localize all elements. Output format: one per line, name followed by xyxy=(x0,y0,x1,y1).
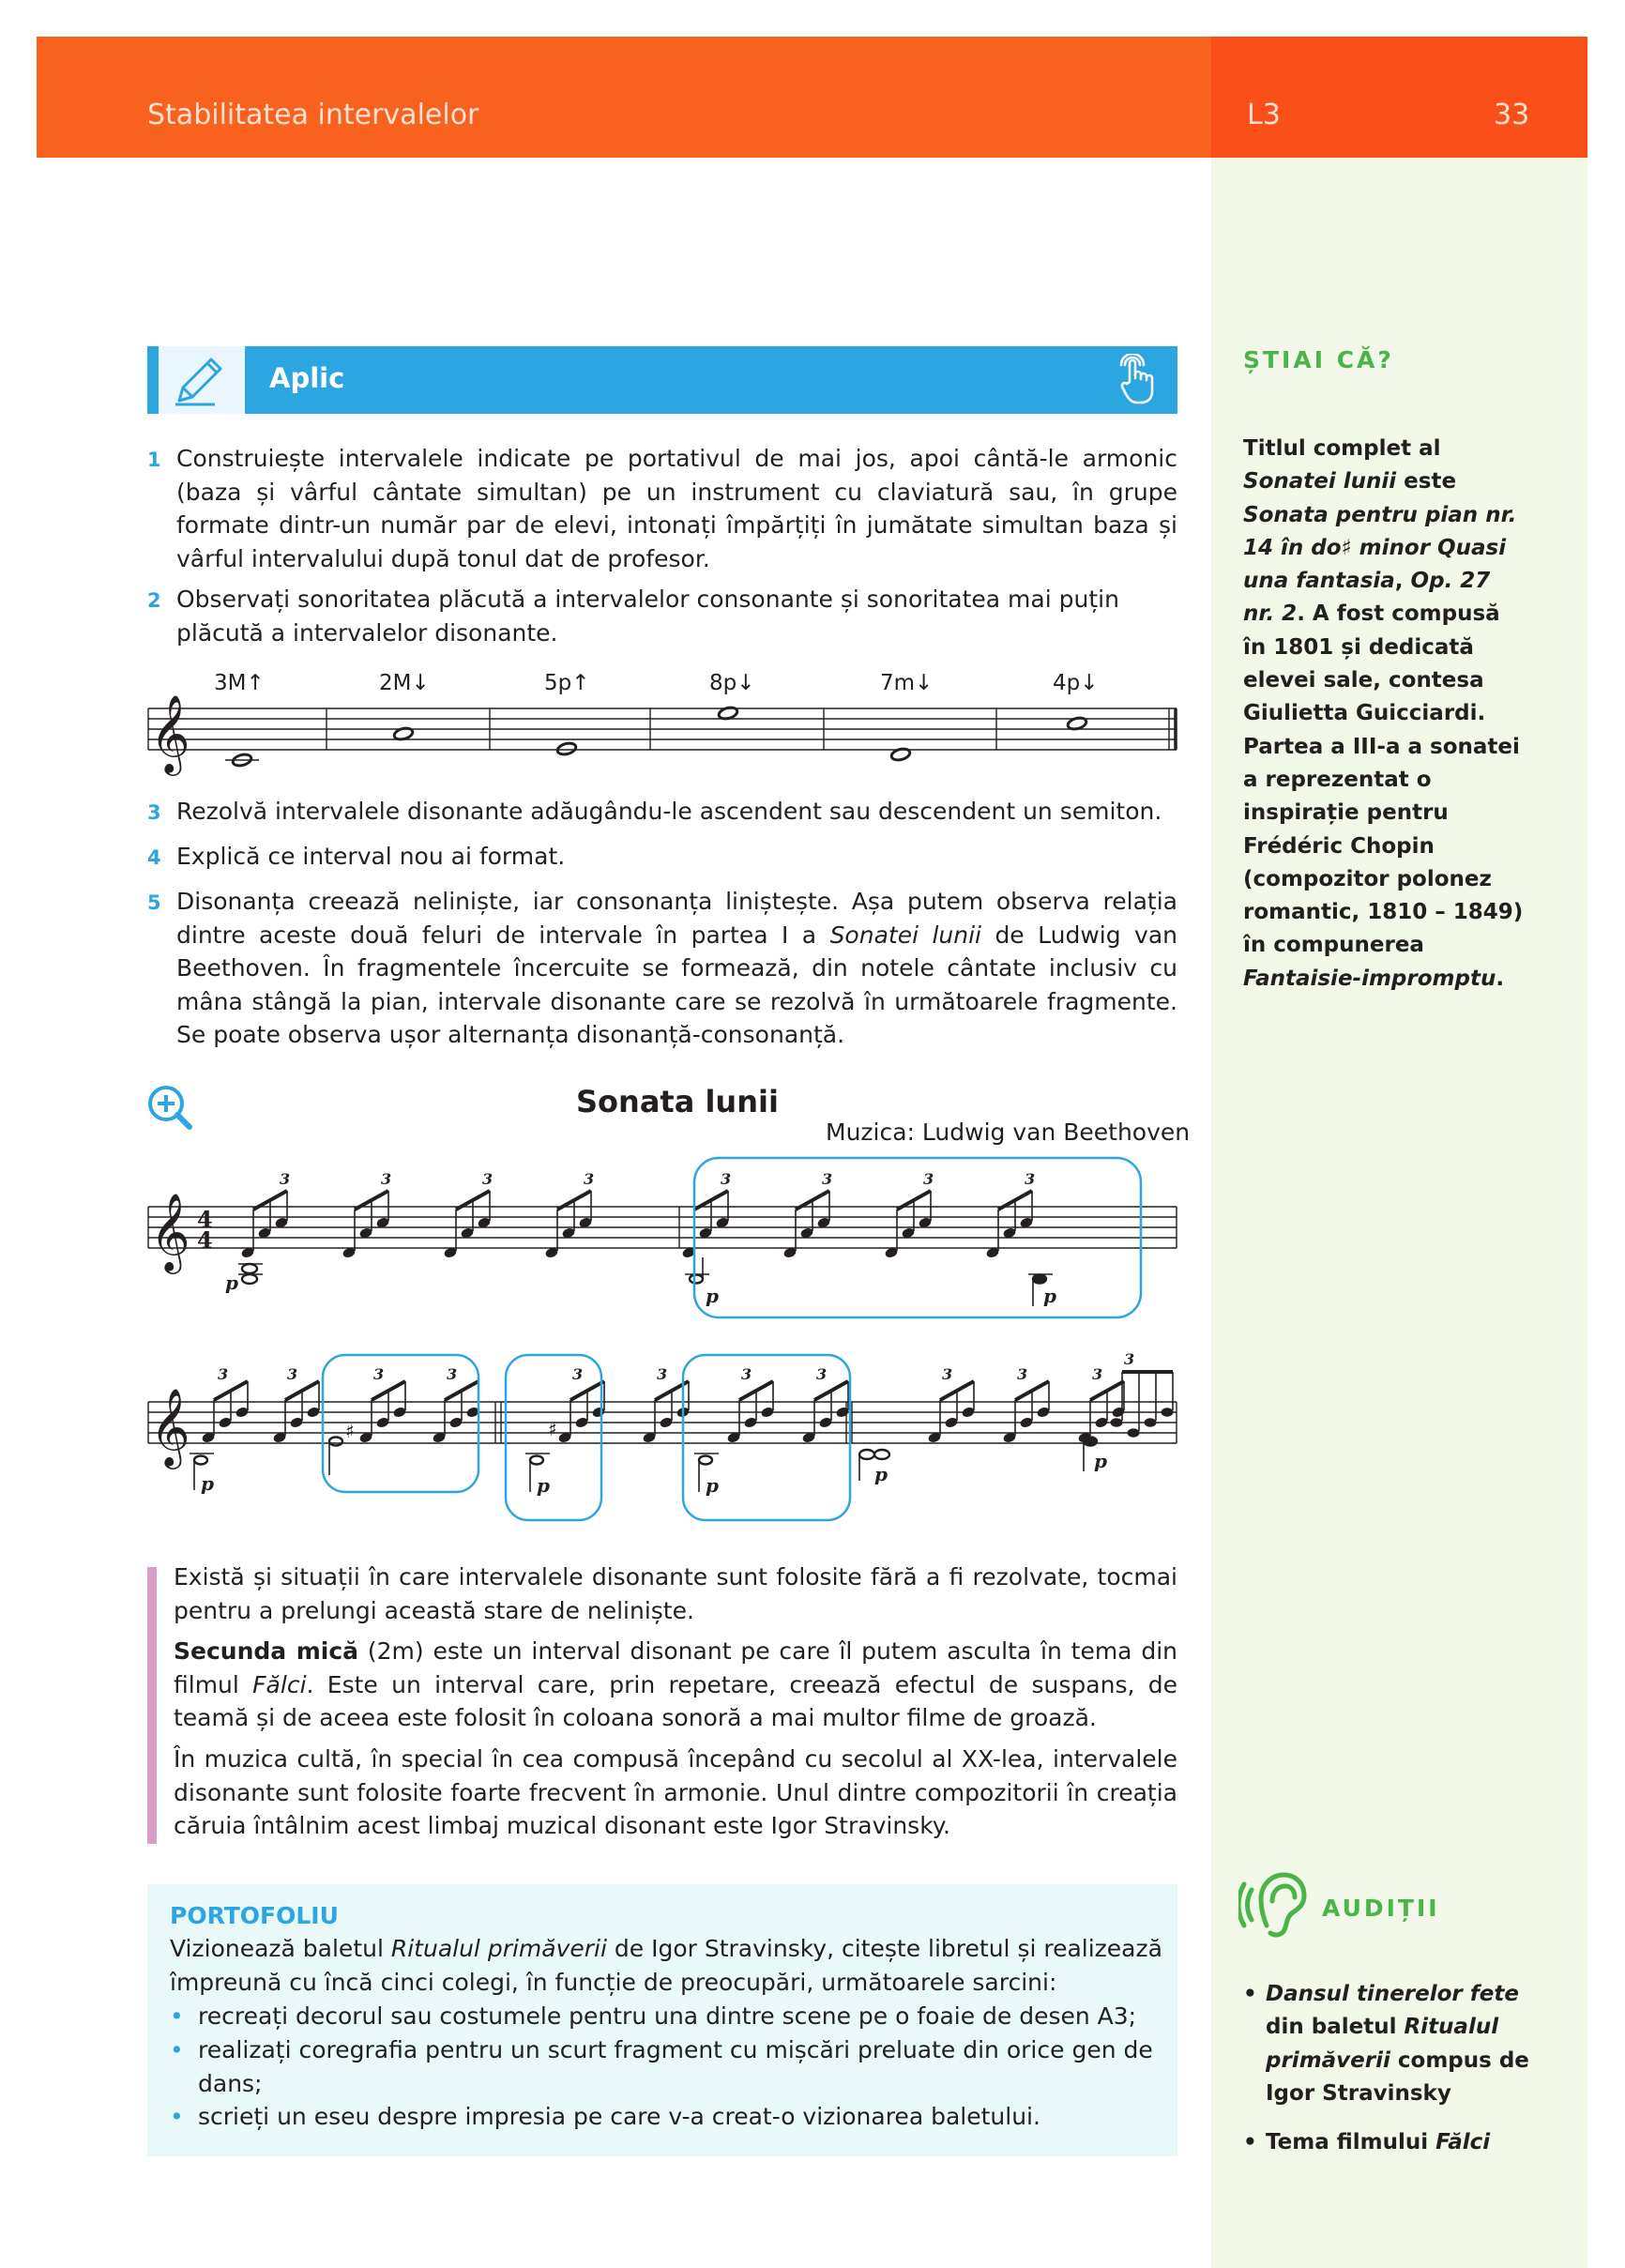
svg-text:3: 3 xyxy=(822,1170,833,1188)
svg-text:p: p xyxy=(1043,1285,1056,1307)
svg-text:4: 4 xyxy=(197,1206,213,1233)
interval-staff xyxy=(141,685,1182,779)
svg-text:3: 3 xyxy=(942,1365,953,1383)
svg-text:3: 3 xyxy=(657,1365,668,1383)
svg-text:p: p xyxy=(1094,1450,1107,1472)
svg-text:3: 3 xyxy=(741,1365,752,1383)
info-paragraph-3: În muzica cultă, în special în cea compusă începând cu secolul al XX-lea, intervalele disonante sunt folosite foarte frecvent în armonie. Unul dintre compozitorii în creația căruia întâlnim acest limbaj muzical disonant este Igor Stravinsky. xyxy=(174,1745,1177,1839)
svg-text:3: 3 xyxy=(373,1365,385,1383)
svg-text:3: 3 xyxy=(280,1170,291,1188)
task-number: 4 xyxy=(147,846,161,869)
task-2-text: Observați sonoritatea plăcută a intervalelor consonante și sonoritatea mai puțin plăcută a intervalelor disonante. xyxy=(176,586,1119,647)
task-number: 2 xyxy=(147,589,161,612)
interval-label: 3M↑ xyxy=(214,671,265,695)
page-number: 33 xyxy=(1494,99,1530,131)
svg-text:3: 3 xyxy=(1124,1350,1135,1368)
svg-text:p: p xyxy=(874,1463,888,1485)
svg-text:p: p xyxy=(706,1474,719,1497)
svg-text:3: 3 xyxy=(721,1170,732,1188)
svg-text:3: 3 xyxy=(816,1365,828,1383)
svg-text:3: 3 xyxy=(218,1365,229,1383)
task-5-text: Disonanța creează neliniște, iar consonanța liniștește. Așa putem observa relația dintre aceste două feluri de intervale în partea I a Sonatei lunii de Ludwig van Beethoven. În fragmentele încercuite se formează, din notele cântate inclusiv cu mâna stângă la pian, intervale disonante care se rezolvă în următoarele fragmente. Se poate observa ușor alternanța disonanță-consonanță. xyxy=(176,888,1177,1048)
svg-text:p: p xyxy=(706,1285,719,1307)
task-1-text: Construiește intervalele indicate pe portativul de mai jos, apoi cântă-le armonic (baza și vârful cântate simultan) pe un instrument cu claviatură sau, în grupe formate dintr-un număr par de elevi, intonați împărțiți în jumătate simultan baza și vârful intervalului după tonul dat de profesor. xyxy=(176,445,1177,572)
task-number: 1 xyxy=(147,449,161,471)
portfolio-item: scrieți un eseu despre impresia pe care v-a creat-o vizionarea baletului. xyxy=(198,2103,1040,2130)
hand-pointer-icon xyxy=(1116,354,1160,406)
svg-text:p: p xyxy=(537,1474,550,1497)
stiai-ca-title: ȘTIAI CĂ? xyxy=(1243,346,1394,373)
lesson-label: L3 xyxy=(1247,99,1281,131)
score-composer: Muzica: Ludwig van Beethoven xyxy=(826,1119,1191,1146)
bullet: • xyxy=(1243,2130,1257,2154)
svg-text:𝄞: 𝄞 xyxy=(150,1192,190,1271)
svg-text:3: 3 xyxy=(584,1170,595,1188)
task-4-text: Explică ce interval nou ai format. xyxy=(176,843,566,870)
bullet: • xyxy=(170,2002,184,2030)
auditie-item-1: Dansul tinerelor fete din baletul Ritualul primăverii compus de Igor Stravinsky xyxy=(1266,1982,1529,2106)
portfolio-item: recreați decorul sau costumele pentru una dintre scene pe o foaie de desen A3; xyxy=(198,2002,1137,2030)
svg-text:3: 3 xyxy=(1017,1365,1028,1383)
svg-text:3: 3 xyxy=(447,1365,458,1383)
score-system-2 xyxy=(141,1349,1182,1528)
svg-text:3: 3 xyxy=(572,1365,584,1383)
svg-text:𝄞: 𝄞 xyxy=(150,1387,190,1466)
task-3-text: Rezolvă intervalele disonante adăugându-le ascendent sau descendent un semiton. xyxy=(176,798,1162,825)
score-title: Sonata lunii xyxy=(576,1084,779,1119)
task-number: 3 xyxy=(147,801,161,824)
aplic-label: Aplic xyxy=(269,362,345,394)
quote-bar xyxy=(147,1567,157,1844)
auditie-item-2: Tema filmului Fălci xyxy=(1266,2130,1491,2154)
interval-label: 5p↑ xyxy=(544,671,590,695)
svg-text:3: 3 xyxy=(1025,1170,1036,1188)
svg-text:3: 3 xyxy=(1092,1365,1103,1383)
svg-text:3: 3 xyxy=(482,1170,494,1188)
svg-text:3: 3 xyxy=(923,1170,934,1188)
portfolio-title: PORTOFOLIU xyxy=(170,1902,339,1929)
svg-text:3: 3 xyxy=(287,1365,298,1383)
stiai-ca-text: Titlul complet al Sonatei lunii este Sonata pentru pian nr. 14 în do♯ minor Quasi una fantasia, Op. 27 nr. 2. A fost compusă în 1801 și dedicată elevei sale, contesa Giulietta Guicciardi. Partea a III-a a sonatei a reprezentat o inspirație pentru Frédéric Chopin (compozitor polonez romantic, 1810 – 1849) în compunerea Fantaisie-impromptu. xyxy=(1243,436,1524,991)
interval-label: 2M↓ xyxy=(379,671,430,695)
score-system-1 xyxy=(141,1156,1182,1325)
svg-text:♯: ♯ xyxy=(548,1418,557,1440)
info-paragraph-2: Secunda mică (2m) este un interval disonant pe care îl putem asculta în tema din filmul Fălci. Este un interval care, prin repetare, creează efectul de suspans, de teamă și de aceea este folosit în coloana sonoră a mai multor filme de groază. xyxy=(174,1637,1177,1731)
pencil-icon-box xyxy=(147,346,245,414)
svg-text:♯: ♯ xyxy=(345,1420,355,1442)
svg-text:p: p xyxy=(201,1472,214,1495)
interval-label: 8p↓ xyxy=(709,671,755,695)
portfolio-intro: Vizionează baletul Ritualul primăverii de Igor Stravinsky, citește libretul și realizează împreună cu încă cinci colegi, în funcție de preocupări, următoarele sarcini: xyxy=(170,1935,1162,1996)
portfolio-item: realizați coregrafia pentru un scurt fragment cu mișcări preluate din orice gen de dans; xyxy=(198,2036,1153,2097)
task-number: 5 xyxy=(147,891,161,914)
auditii-title: AUDIȚII xyxy=(1322,1895,1440,1922)
interval-label: 4p↓ xyxy=(1053,671,1099,695)
info-paragraph-1: Există și situații în care intervalele disonante sunt folosite fără a fi rezolvate, tocmai pentru a prelungi această stare de neliniște. xyxy=(174,1563,1177,1624)
zoom-in-icon[interactable] xyxy=(145,1083,194,1132)
bullet: • xyxy=(170,2103,184,2130)
interval-label: 7m↓ xyxy=(880,671,934,695)
chapter-title: Stabilitatea intervalelor xyxy=(147,99,479,131)
svg-text:p: p xyxy=(225,1271,238,1294)
ear-icon xyxy=(1238,1867,1314,1942)
treble-clef-icon: 𝄞 xyxy=(150,693,190,772)
svg-text:3: 3 xyxy=(381,1170,392,1188)
bullet: • xyxy=(170,2036,184,2063)
svg-text:4: 4 xyxy=(197,1226,213,1254)
bullet: • xyxy=(1243,1982,1257,2006)
pencil-icon xyxy=(159,346,245,414)
